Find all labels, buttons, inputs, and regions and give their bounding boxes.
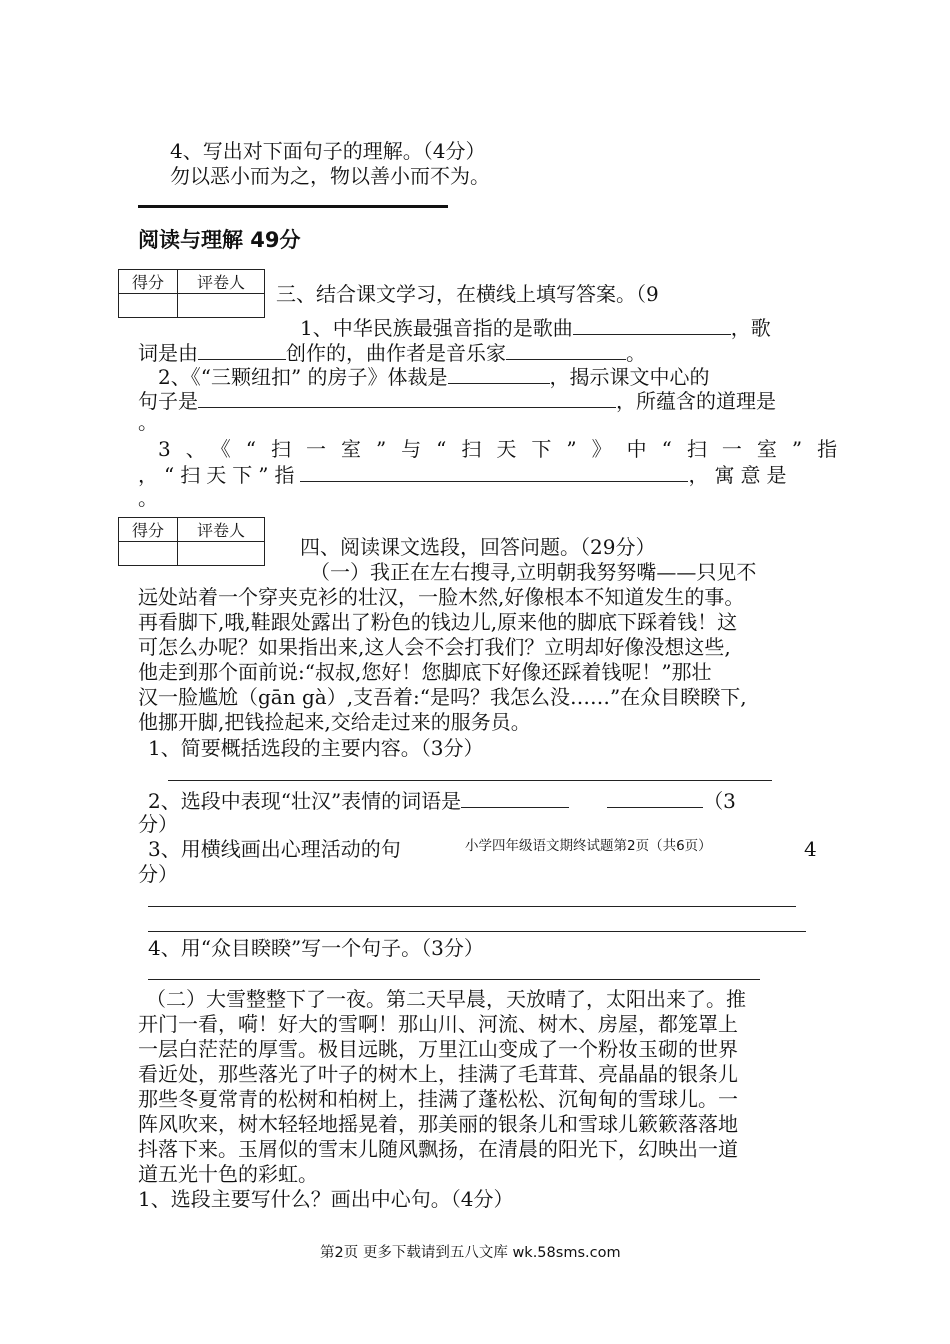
passage1-line: 再看脚下,哦,鞋跟处露出了粉色的钱边儿,原来他的脚底下踩着钱！这 (138, 610, 738, 634)
q1-text-b: ，歌 (730, 316, 771, 340)
p1-q2-line1 (148, 788, 736, 813)
q2-blank-1[interactable] (448, 364, 550, 384)
q3-text-d: 。 (138, 486, 158, 510)
p1-q2-score-end: 分） (138, 812, 178, 836)
q2-text-b: ，揭示课文中心的 (549, 365, 710, 389)
q1-blank-3[interactable] (506, 340, 626, 360)
score-box (118, 269, 265, 318)
part3-q2-line1 (158, 364, 710, 389)
q3-text-c: ，寓意是 (688, 463, 793, 487)
score-box (118, 517, 265, 566)
passage2-line: 道五光十色的彩虹。 (138, 1162, 318, 1186)
score-label: 得分 (119, 270, 178, 294)
grader-cell (178, 294, 265, 318)
answer-line[interactable] (148, 906, 796, 907)
answer-line[interactable] (168, 780, 772, 781)
passage2-line: 阵风吹来，树木轻轻地摇晃着，那美丽的银条儿和雪球儿簌簌落落地 (138, 1112, 738, 1136)
part3-q1-line1 (300, 315, 771, 340)
passage1-line: 他走到那个面前说:“叔叔,您好！您脚底下好像还踩着钱呢！”那壮 (138, 660, 712, 684)
p1-q2-blank-2[interactable] (607, 788, 703, 808)
passage2-line: 一层白茫茫的厚雪。极目远眺，万里江山变成了一个粉妆玉砌的世界 (138, 1037, 738, 1061)
passage2-line: 看近处，那些落光了叶子的树木上，挂满了毛茸茸、亮晶晶的银条儿 (138, 1062, 738, 1086)
p1-q3-score-end: 分） (138, 862, 178, 886)
q1-text-d: 创作的，曲作者是音乐家 (286, 341, 506, 365)
p1-q4: 4、用“众目睽睽”写一个句子。（3分） (148, 936, 484, 960)
score-cell (119, 294, 178, 318)
grader-label: 评卷人 (178, 270, 265, 294)
passage1-line: 远处站着一个穿夹克衫的壮汉，一脸木然,好像根本不知道发生的事。 (138, 585, 745, 609)
q2-text-e: 。 (138, 410, 158, 434)
part3-title: 三、结合课文学习，在横线上填写答案。（9 (276, 282, 659, 306)
q3-blank-1[interactable] (300, 462, 688, 482)
passage1-line: （一）我正在左右搜寻,立明朝我努努嘴——只见不 (310, 560, 757, 584)
score-label: 得分 (119, 518, 178, 542)
p1-q2-score: （3 (703, 789, 736, 813)
q1-text-e: 。 (626, 341, 646, 365)
p1-q2-blank-1[interactable] (461, 788, 569, 808)
page-footer: 第2页 更多下载请到五八文库 wk.58sms.com (320, 1245, 621, 1261)
grader-label: 评卷人 (178, 518, 265, 542)
answer-line[interactable] (148, 979, 760, 980)
q3-text-b: ，“扫天下”指 (138, 463, 301, 487)
q1-blank-2[interactable] (198, 340, 286, 360)
q2-text-c: 句子是 (138, 389, 198, 413)
p1-q3-text: 3、用横线画出心理活动的句 (148, 837, 401, 861)
part3-q1-line2 (138, 340, 646, 365)
q1-text-a: 1、中华民族最强音指的是歌曲 (300, 316, 573, 340)
part3-q2-line2 (138, 388, 776, 413)
q4-quote: 勿以恶小而为之，物以善小而不为。 (170, 164, 490, 188)
p2-q1: 1、选段主要写什么？画出中心句。（4分） (138, 1187, 514, 1211)
p1-q3-score: 4 (804, 837, 817, 861)
passage2-line: 开门一看，嗬！好大的雪啊！那山川、河流、树木、房屋，都笼罩上 (138, 1012, 738, 1036)
q1-text-c: 词是由 (138, 341, 198, 365)
passage2-line: 抖落下来。玉屑似的雪末儿随风飘扬，在清晨的阳光下，幻映出一道 (138, 1137, 738, 1161)
q2-text-d: ，所蕴含的道理是 (616, 389, 776, 413)
passage1-line: 他挪开脚,把钱捡起来,交给走过来的服务员。 (138, 710, 531, 734)
q2-text-a: 2、《“三颗纽扣” 的房子》体裁是 (158, 365, 448, 389)
part3-q3-line2 (138, 462, 792, 487)
passage2-line: 那些冬夏常青的松树和柏树上，挂满了蓬松松、沉甸甸的雪球儿。一 (138, 1087, 738, 1111)
part3-q3-line1: 3、《“扫一室”与“扫天下”》中“扫一室”指 (158, 437, 853, 461)
grader-cell (178, 542, 265, 566)
answer-line[interactable] (148, 931, 806, 932)
q4-title: 4、写出对下面句子的理解。（4分） (170, 139, 486, 163)
section-divider (138, 205, 448, 208)
p1-q1: 1、简要概括选段的主要内容。（3分） (148, 736, 484, 760)
passage2-line: （二）大雪整整下了一夜。第二天早晨，天放晴了，太阳出来了。推 (146, 987, 746, 1011)
score-cell (119, 542, 178, 566)
part4-title: 四、阅读课文选段，回答问题。（29分） (300, 535, 656, 559)
p1-q2-text: 2、选段中表现“壮汉”表情的词语是 (148, 789, 462, 813)
section-title: 阅读与理解 49分 (138, 228, 301, 252)
page-header: 小学四年级语文期终试题第2页（共6页） (465, 838, 712, 854)
passage1-line: 汉一脸尴尬（gān gà）,支吾着:“是吗？我怎么没……”在众目睽睽下, (138, 685, 747, 709)
q2-blank-2[interactable] (198, 388, 616, 408)
q1-blank-1[interactable] (573, 315, 731, 335)
passage1-line: 可怎么办呢？如果指出来,这人会不会打我们？立明却好像没想这些, (138, 635, 731, 659)
